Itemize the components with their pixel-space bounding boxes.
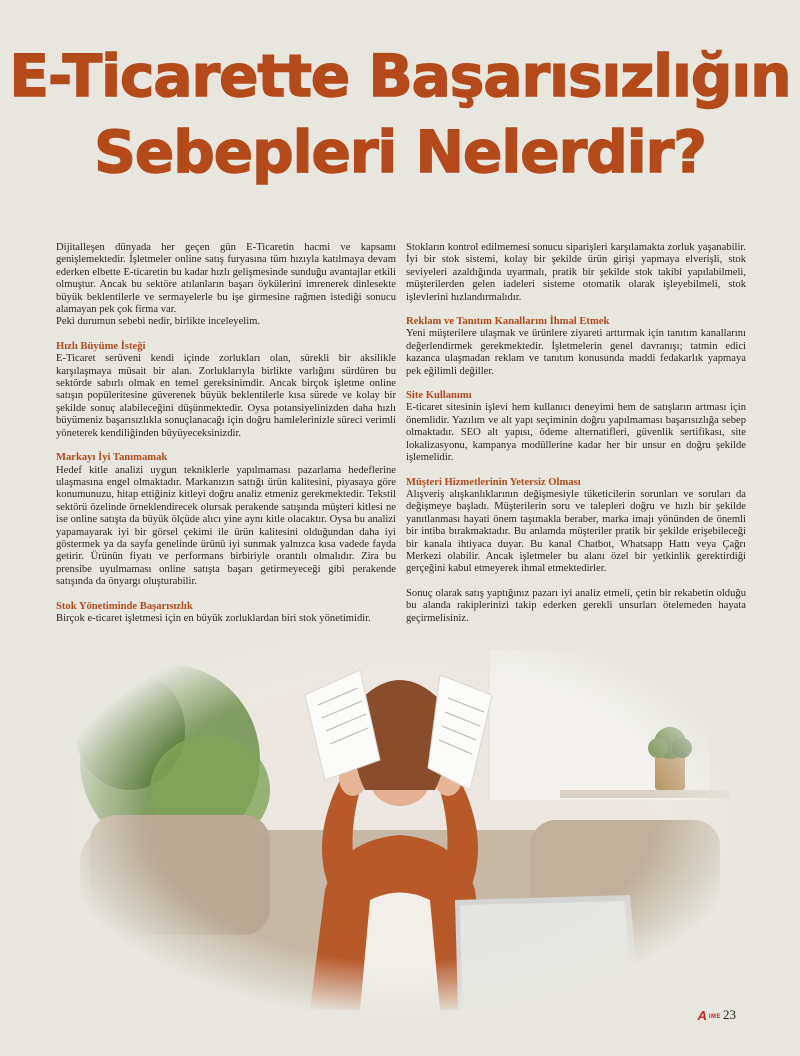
intro-paragraph: Dijitalleşen dünyada her geçen gün E-Ticaretin hacmi ve kapsamı genişlemektedir. İşletmeler online satış furyasına tüm hızıyla katılmaya devam ederken elbette E-ticaretin bu kadar hızlı gelişmesinde sunduğu avantajlar etkili olmuştur. Ancak bu sektöre atılanların başarı öykülerini imrenerek dinlesekte büyük beklentilerle ve sermayelerle bu işe girmesine rağmen istediği sonucu alamayan pek çok firma var. [56, 242, 396, 316]
section-body: Birçok e-ticaret işletmesi için en büyük zorluklardan biri stok yönetimidir. [56, 612, 371, 624]
section-reklam-tanitim [406, 316, 746, 378]
section-heading: Müşteri Hizmetlerinin Yetersiz Olması [406, 476, 581, 488]
section-musteri-hizmetleri [406, 477, 746, 576]
title-line-1: E-Ticarette Başarısızlığın [9, 42, 791, 110]
section-heading: Hızlı Büyüme İsteği [56, 340, 146, 352]
section-body: Alışveriş alışkanlıklarının değişmesiyle tüketicilerin sorunları ve soruları da değişmeye başladı. Müşterilerin soru ve talepleri doğru ve hızlı bir şekilde yanıtlanması hayati önem taşımakla beraber, marka imajı yönünden de önemli bir intiba bırakmaktadır. Bu anlamda müşteriler pratik bir şekilde erişebileceği bir kanala ihtiyaca duyar. Bu kanal Chatbot, Whatsapp Hattı veya Çağrı Merkezi olabilir. Ancak işletmeler bu alanı özel bir yetkinlik gerektirdiği gerçeğini kabul etmeyerek ihmal etmektedirler. [406, 488, 746, 575]
conclusion-paragraph: Sonuç olarak satış yaptığınız pazarı iyi analiz etmeli, çetin bir rekabetin olduğu bu alanda rakiplerinizi takip ederken gerekli unsurları ötelemeden hayata geçirmelisiniz. [406, 587, 746, 624]
section-heading: Reklam ve Tanıtım Kanallarını İhmal Etmek [406, 316, 610, 328]
section-body: E-Ticaret serüveni kendi içinde zorlukları olan, sürekli bir aksilikle karşılaşmaya müsait bir alan. Zorluklarıyla birlikte varlığını sürdüren bu sektörde sabırlı olmak en temel gereksinimdir. Ancak birçok işletme online satışın popüleritesine güverenek büyük beklentilerle kısa sürede ve kolay bir şekilde sonuç alabileceğini düşünmektedir. Oysa potansiyelinizden daha hızlı büyümeniz başarısızlıkla sonuçlanacağı için doğru hamlelerinizle süreci verimli yöneterek kendiliğinden büyüyeceksinizdir. [56, 353, 396, 439]
section-heading: Markayı İyi Tanımamak [56, 452, 168, 464]
page-number: 23 [723, 1007, 736, 1022]
intro-paragraph-2: Peki durumun sebebi nedir, birlikte inceleyelim. [56, 316, 261, 328]
photo-illustration [60, 640, 740, 1010]
section-stok-yonetimi [56, 601, 396, 626]
left-column [56, 242, 396, 625]
section-markayi-tanimamak [56, 452, 396, 588]
aime-logo: A [697, 1007, 707, 1023]
right-column [406, 242, 746, 625]
section-site-kullanimi [406, 390, 746, 464]
stressed-woman-photo [60, 640, 740, 1010]
page-title [0, 38, 800, 190]
section-body: Hedef kitle analizi uygun tekniklerle yapılmaması pazarlama hedeflerine ulaşmasına engel olmaktadır. Markanızın sattığı ürün kalitesini, piyasaya göre konumunuzu, hitap ettiğiniz kitleyi doğru analiz etmeniz gerekmektedir. Tekstil sektörü özelinde örneklendirecek olursak perakende satışında müşteri kitlesi ne ise online satışta da büyük ölçüde alıcı yine aynı kitle olacaktır. Oysa bu analizi yapamayarak iyi bir görsel çekimi ile ürün kalitesini olduğundan daha iyi göstermek ya da sayfa genelinde ürünü iyi sunmak yalnızca kısa vadede fayda getirir. Ürünün fiyatı ve performans birbiriyle orantılı olmalıdır. Zira bu prensibe uyulmaması online satışta başarı getirmeyeceği gibi perakende satışında da önyargı oluşturabilir. [56, 464, 396, 588]
page-footer [697, 1007, 736, 1023]
section-heading: Site Kullanımı [406, 390, 472, 402]
section-body: E-ticaret sitesinin işlevi hem kullanıcı deneyimi hem de satışların artması için önemlidir. Yazılım ve alt yapı seçiminin doğru yapılmaması başarısızlığa sebep olmaktadır. SEO alt yapısı, ödeme alternatifleri, güvenlik sertifikası, site lokalizasyonu, kampanya modüllerine kadar her bir unsur en doğru şekilde işlemelidir. [406, 402, 746, 464]
section-body: Yeni müşterilere ulaşmak ve ürünlere ziyareti arttırmak için tanıtım kanallarını değerlendirmek gerekmektedir. İşletmelerin genel davranışı; tatmin edici kazanca ulaşmadan reklam ve tanıtım konusunda maddi fedakarlık yapmaya pek eğilimli değiller. [406, 328, 746, 377]
section-hizli-buyume [56, 341, 396, 440]
section-heading: Stok Yönetiminde Başarısızlık [56, 600, 193, 612]
title-line-2: Sebepleri Nelerdir? [94, 118, 706, 186]
aime-logo-sub: IME [708, 1014, 721, 1020]
stock-continuation-paragraph: Stokların kontrol edilmemesi sonucu siparişleri karşılamakta zorluk yaşanabilir. İyi bir stok sistemi, kolay bir şekilde ürün girişi yapmaya elverişli, stok seviyeleri azaldığında uyarmalı, pratik bir şekilde stok takibi yapılabilmeli, müşterilerden gelen iadeleri sisteme otomatik olarak işleyebilmeli, stok işlevlerini hızlandırmalıdır. [406, 242, 746, 303]
